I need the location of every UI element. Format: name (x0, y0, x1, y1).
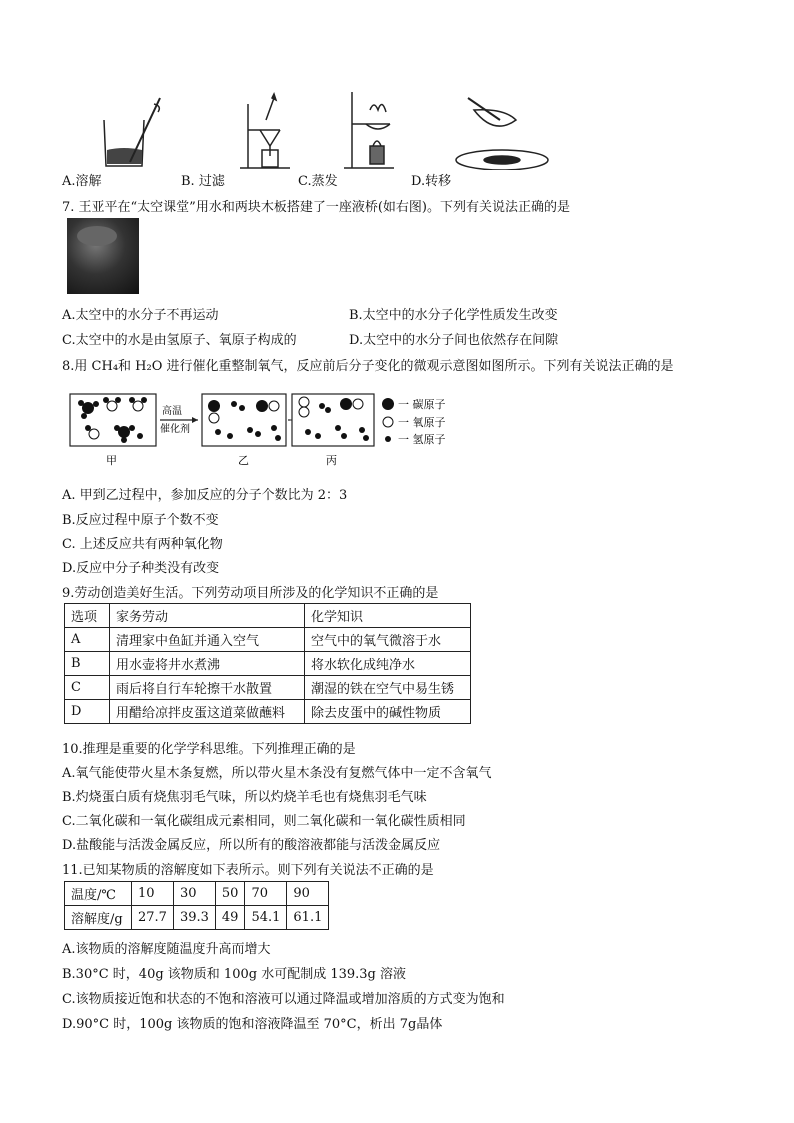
table-cell: 27.7 (132, 906, 174, 930)
table-row (65, 628, 471, 652)
table-row (65, 700, 471, 724)
arrow-1 (160, 404, 198, 435)
evaporation-icon (344, 92, 394, 168)
table-cell: 潮湿的铁在空气中易生锈 (305, 676, 471, 700)
q7-option-a: A.太空中的水分子不再运动 (62, 308, 219, 323)
table-header-cell: 选项 (65, 604, 110, 628)
box-label-bing: 丙 (326, 454, 337, 467)
q11-option-a: A.该物质的溶解度随温度升高而增大 (62, 942, 271, 957)
table-cell: 雨后将自行车轮擦干水散置 (110, 676, 305, 700)
table-cell: 空气中的氧气微溶于水 (305, 628, 471, 652)
table-cell: 清理家中鱼缸并通入空气 (110, 628, 305, 652)
table-cell: 用水壶将井水煮沸 (110, 652, 305, 676)
filter-stand-icon (240, 94, 290, 168)
table-cell: 30 (173, 882, 215, 906)
table-header-row (65, 604, 471, 628)
box-jia-molecules (78, 397, 147, 443)
apparatus-label-a: A.溶解 (62, 174, 102, 189)
table-row (65, 652, 471, 676)
table-cell: A (65, 628, 110, 652)
box-label-yi: 乙 (238, 454, 249, 467)
q11-option-d: D.90°C 时，100g 该物质的饱和溶液降温至 70°C，析出 7g晶体 (62, 1017, 443, 1032)
q11-stem: 11.已知某物质的溶解度如下表所示。则下列有关说法不正确的是 (62, 863, 434, 878)
apparatus-label-d: D.转移 (411, 174, 452, 189)
table-cell: 70 (245, 882, 287, 906)
arrow-1-top: 高温 (162, 406, 182, 417)
legend-oxygen: 一 氧原子 (398, 416, 446, 429)
liquid-bridge-photo (67, 218, 139, 294)
q7-option-b: B.太空中的水分子化学性质发生改变 (349, 308, 558, 323)
legend (382, 397, 446, 446)
table-header-cell: 化学知识 (305, 604, 471, 628)
table-row (65, 906, 329, 930)
legend-carbon: 一 碳原子 (398, 398, 446, 411)
apparatus-label-b: B. 过滤 (181, 174, 225, 189)
arrow-1-bottom: 催化剂 (160, 424, 190, 435)
table-cell: 90 (287, 882, 329, 906)
table-cell: B (65, 652, 110, 676)
molecule-diagram (66, 392, 476, 470)
q9-stem: 9.劳动创造美好生活。下列劳动项目所涉及的化学知识不正确的是 (62, 586, 439, 601)
q8-option-c: C. 上述反应共有两种氧化物 (62, 537, 223, 552)
table-cell: 50 (215, 882, 245, 906)
q10-option-d: D.盐酸能与活泼金属反应，所以所有的酸溶液都能与活泼金属反应 (62, 838, 441, 853)
q8-stem: 8.用 CH₄和 H₂O 进行催化重整制氧气，反应前后分子变化的微观示意图如图所示。下列有关说法正确的是 (62, 359, 674, 374)
box-yi-molecules (208, 400, 281, 441)
table-cell: 将水软化成纯净水 (305, 652, 471, 676)
legend-hydrogen: 一 氢原子 (398, 433, 446, 446)
table-cell: C (65, 676, 110, 700)
table-cell: 溶解度/g (65, 906, 132, 930)
box-label-jia: 甲 (106, 454, 117, 467)
table-cell: 10 (132, 882, 174, 906)
q10-option-a: A.氧气能使带火星木条复燃，所以带火星木条没有复燃气体中一定不含氧气 (62, 766, 492, 781)
table-cell: 用醋给凉拌皮蛋这道菜做蘸料 (110, 700, 305, 724)
table-cell: 49 (215, 906, 245, 930)
q10-stem: 10.推理是重要的化学学科思维。下列推理正确的是 (62, 742, 356, 757)
q8-option-a: A. 甲到乙过程中，参加反应的分子个数比为 2：3 (62, 488, 348, 503)
q7-option-d: D.太空中的水分子间也依然存在间隙 (349, 333, 559, 348)
dissolve-beaker-icon (104, 98, 160, 166)
table-cell: 61.1 (287, 906, 329, 930)
apparatus-label-c: C.蒸发 (298, 174, 338, 189)
q9-table (64, 603, 471, 724)
table-row (65, 882, 329, 906)
q11-option-b: B.30°C 时，40g 该物质和 100g 水可配制成 139.3g 溶液 (62, 967, 407, 982)
q10-option-b: B.灼烧蛋白质有烧焦羽毛气味，所以灼烧羊毛也有烧焦羽毛气味 (62, 790, 427, 805)
q10-option-c: C.二氧化碳和一氧化碳组成元素相同，则二氧化碳和一氧化碳性质相同 (62, 814, 466, 829)
table-row (65, 676, 471, 700)
table-cell: 54.1 (245, 906, 287, 930)
apparatus-figure (90, 90, 550, 170)
arrow-2-graphic (290, 405, 352, 445)
q7-stem: 7. 王亚平在“太空课堂”用水和两块木板搭建了一座液桥(如右图)。下列有关说法正确的是 (62, 200, 570, 215)
q7-option-c: C.太空中的水是由氢原子、氧原子构成的 (62, 333, 297, 348)
table-cell: 温度/℃ (65, 882, 132, 906)
q8-option-d: D.反应中分子种类没有改变 (62, 561, 220, 576)
transfer-dish-icon (456, 98, 548, 170)
q11-option-c: C.该物质接近饱和状态的不饱和溶液可以通过降温或增加溶质的方式变为饱和 (62, 992, 505, 1007)
q11-solubility-table (64, 881, 329, 930)
q8-option-b: B.反应过程中原子个数不变 (62, 513, 219, 528)
table-cell: 39.3 (173, 906, 215, 930)
table-cell: 除去皮蛋中的碱性物质 (305, 700, 471, 724)
table-cell: D (65, 700, 110, 724)
table-header-cell: 家务劳动 (110, 604, 305, 628)
